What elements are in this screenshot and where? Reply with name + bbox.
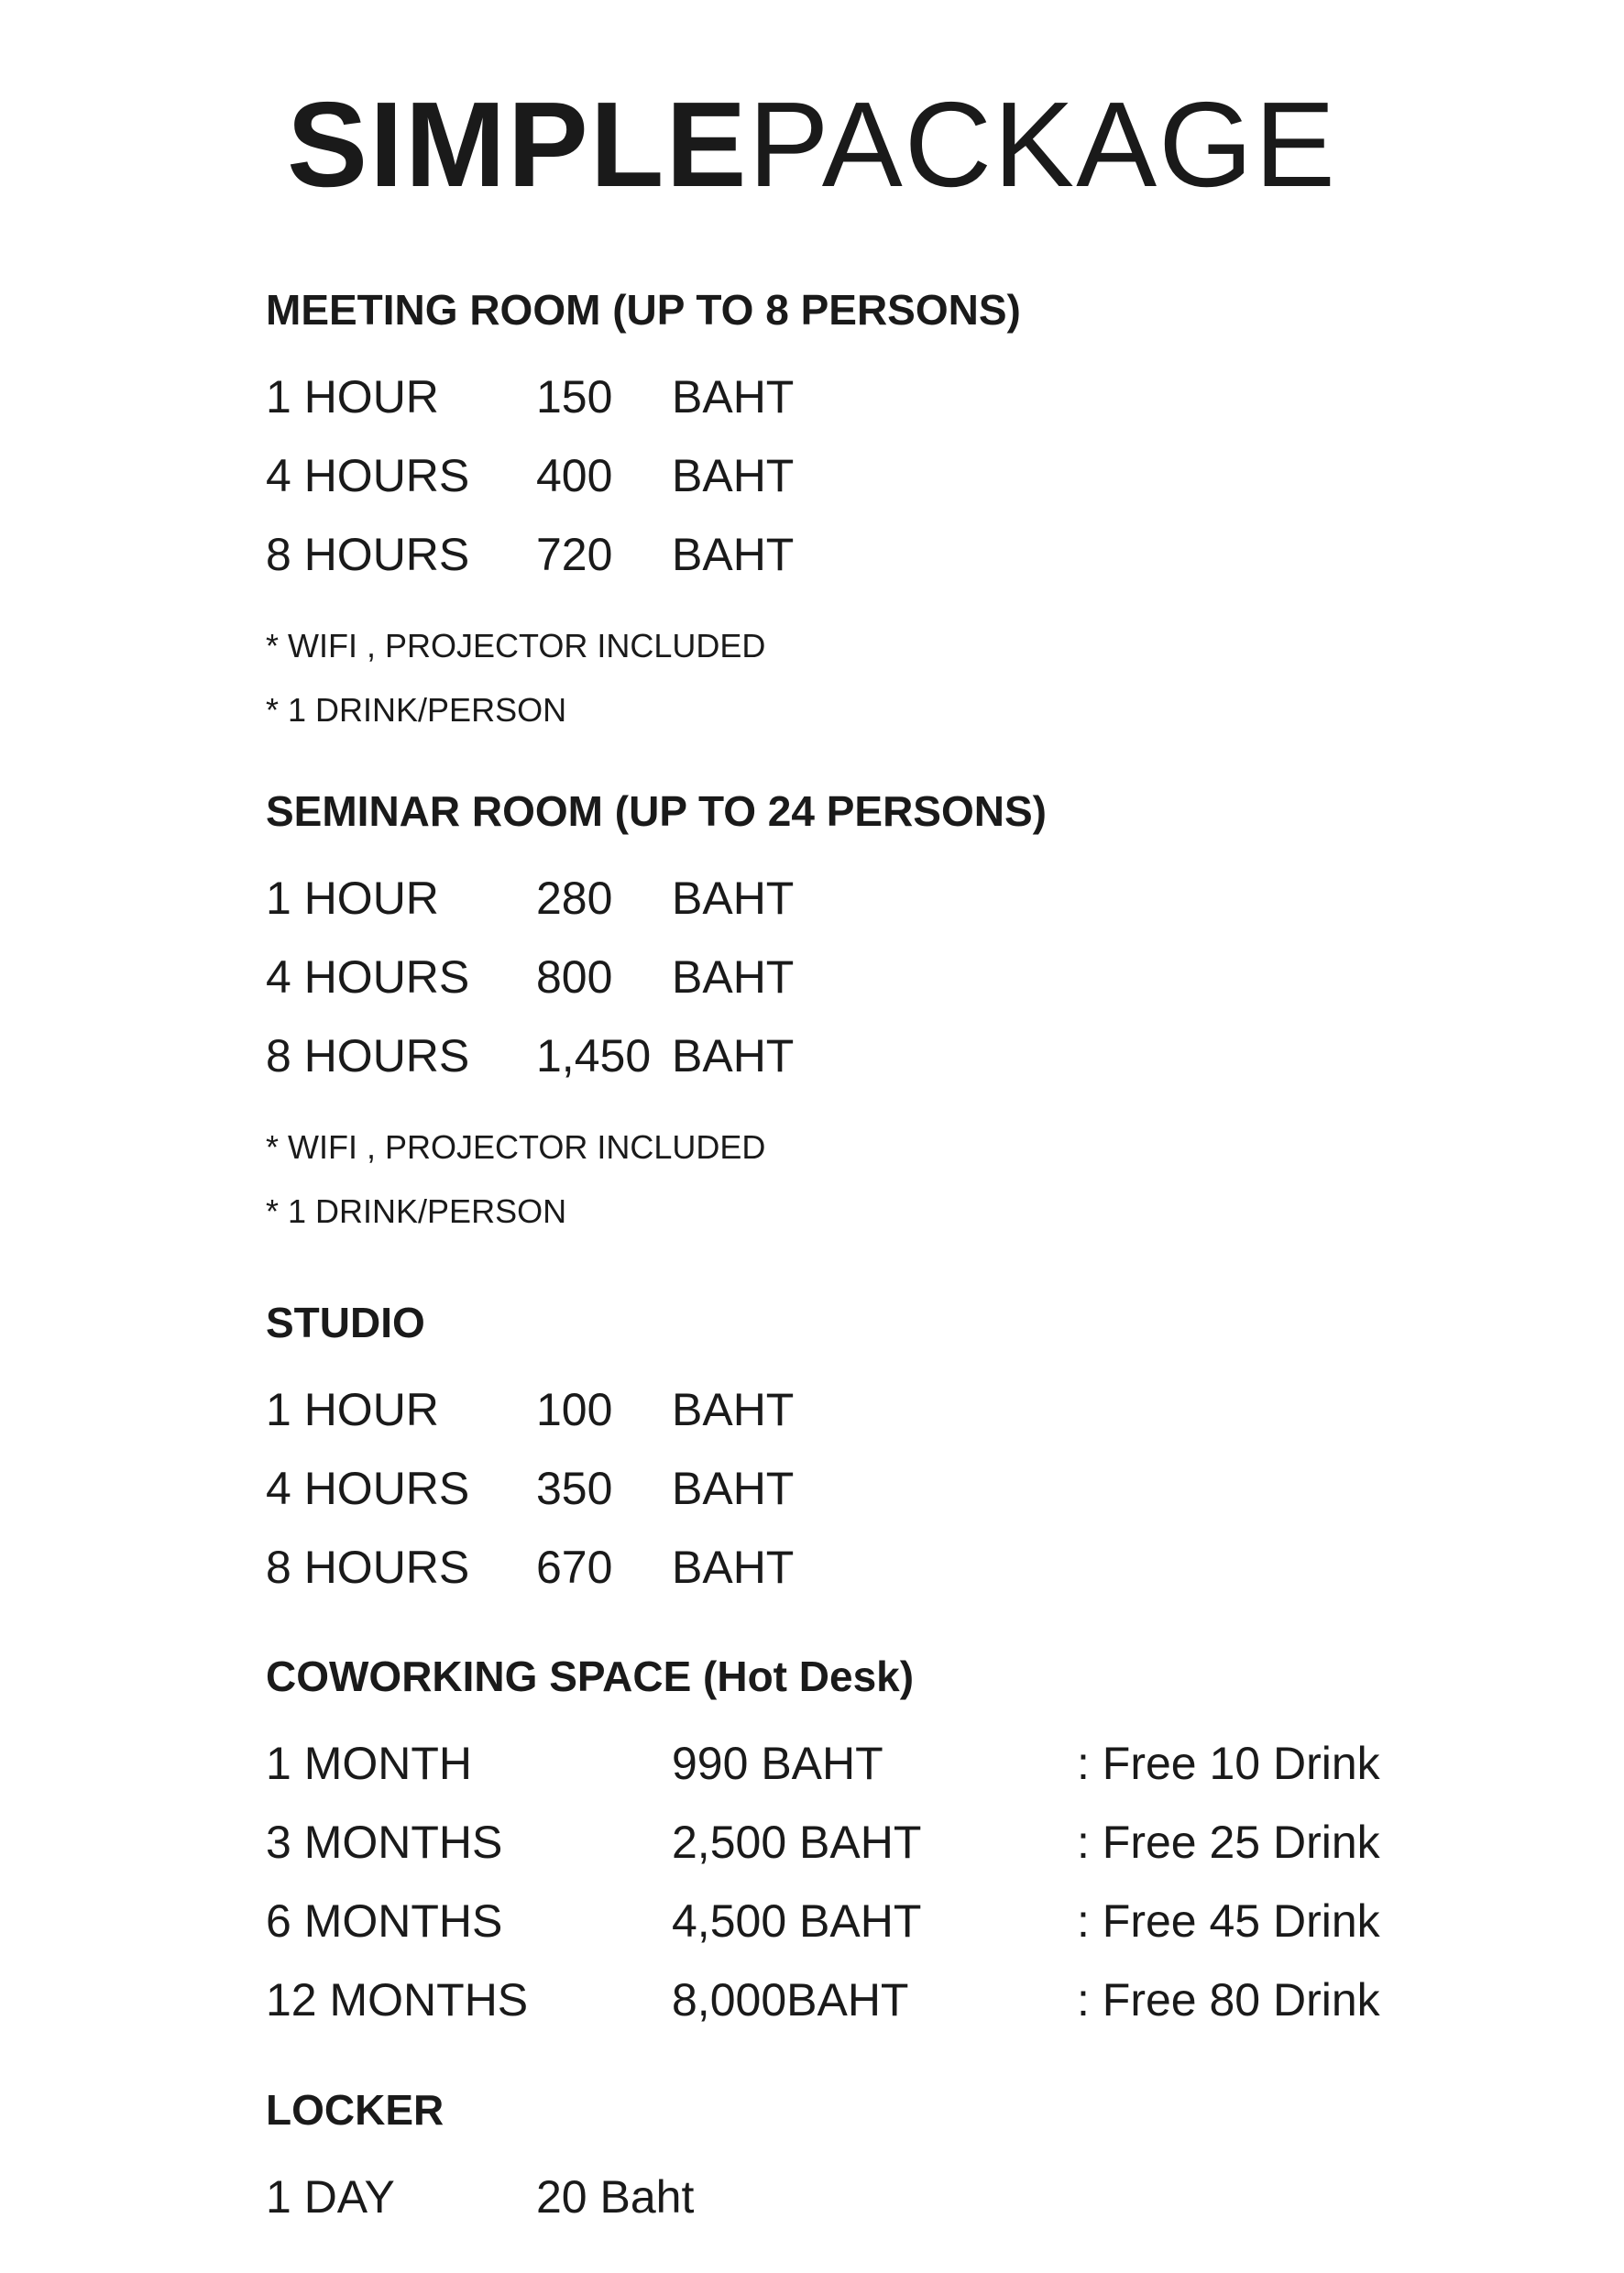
studio-heading: STUDIO <box>266 1299 425 1346</box>
duration: 1 HOUR <box>266 1384 439 1435</box>
drink-perk: : Free 80 Drink <box>1077 1974 1380 2026</box>
meeting-room-section <box>266 284 1457 742</box>
price-row <box>266 1960 1457 2039</box>
seminar-room-notes <box>266 1115 1457 1244</box>
price-row <box>266 1528 1457 1607</box>
duration: 4 HOURS <box>266 450 470 501</box>
price: 280 <box>536 873 613 924</box>
duration: 1 HOUR <box>266 371 439 423</box>
price-row <box>266 2158 1457 2236</box>
locker-heading: LOCKER <box>266 2086 444 2134</box>
price: 150 <box>536 371 613 423</box>
price: 100 <box>536 1384 613 1435</box>
drink-perk: : Free 10 Drink <box>1077 1738 1380 1789</box>
coworking-section <box>266 1651 1457 2039</box>
duration: 4 HOURS <box>266 951 470 1003</box>
meeting-room-notes <box>266 614 1457 742</box>
title-light: PACKAGE <box>748 77 1337 212</box>
drink-perk: : Free 25 Drink <box>1077 1817 1380 1868</box>
price: 670 <box>536 1542 613 1593</box>
locker-section <box>266 2084 1457 2236</box>
coworking-heading: COWORKING SPACE (Hot Desk) <box>266 1653 915 1700</box>
price-row <box>266 1370 1457 1449</box>
price-row <box>266 1016 1457 1095</box>
price-row <box>266 859 1457 938</box>
currency: BAHT <box>672 371 795 423</box>
currency: BAHT <box>672 1463 795 1514</box>
price: 990 BAHT <box>672 1738 883 1789</box>
studio-section <box>266 1297 1457 1607</box>
drink-perk: : Free 45 Drink <box>1077 1895 1380 1947</box>
price: 350 <box>536 1463 613 1514</box>
seminar-room-section <box>266 785 1457 1244</box>
currency: BAHT <box>672 951 795 1003</box>
page-title <box>0 77 1624 212</box>
price: 2,500 BAHT <box>672 1817 922 1868</box>
note: * WIFI , PROJECTOR INCLUDED <box>266 1128 766 1166</box>
price-row <box>266 1724 1457 1803</box>
duration: 6 MONTHS <box>266 1895 503 1947</box>
duration: 8 HOURS <box>266 1542 470 1593</box>
note: * WIFI , PROJECTOR INCLUDED <box>266 627 766 664</box>
duration: 1 HOUR <box>266 873 439 924</box>
duration: 3 MONTHS <box>266 1817 503 1868</box>
price-row <box>266 515 1457 594</box>
duration: 1 DAY <box>266 2171 395 2223</box>
currency: BAHT <box>672 1030 795 1082</box>
duration: 8 HOURS <box>266 1030 470 1082</box>
price-row <box>266 1882 1457 1960</box>
price: 20 Baht <box>536 2171 695 2223</box>
price-row <box>266 357 1457 436</box>
price: 8,000BAHT <box>672 1974 909 2026</box>
seminar-room-heading: SEMINAR ROOM (UP TO 24 PERSONS) <box>266 787 1047 835</box>
price: 720 <box>536 529 613 580</box>
price: 1,450 <box>536 1030 652 1082</box>
title-bold: SIMPLE <box>287 77 749 212</box>
duration: 4 HOURS <box>266 1463 470 1514</box>
currency: BAHT <box>672 1384 795 1435</box>
note: * 1 DRINK/PERSON <box>266 691 567 729</box>
currency: BAHT <box>672 1542 795 1593</box>
price-row <box>266 1449 1457 1528</box>
currency: BAHT <box>672 450 795 501</box>
price-row <box>266 1803 1457 1882</box>
price: 800 <box>536 951 613 1003</box>
currency: BAHT <box>672 529 795 580</box>
meeting-room-heading: MEETING ROOM (UP TO 8 PERSONS) <box>266 286 1021 334</box>
price: 400 <box>536 450 613 501</box>
duration: 8 HOURS <box>266 529 470 580</box>
currency: BAHT <box>672 873 795 924</box>
price: 4,500 BAHT <box>672 1895 922 1947</box>
duration: 1 MONTH <box>266 1738 472 1789</box>
price-row <box>266 436 1457 515</box>
price-row <box>266 938 1457 1016</box>
duration: 12 MONTHS <box>266 1974 529 2026</box>
note: * 1 DRINK/PERSON <box>266 1192 567 1230</box>
